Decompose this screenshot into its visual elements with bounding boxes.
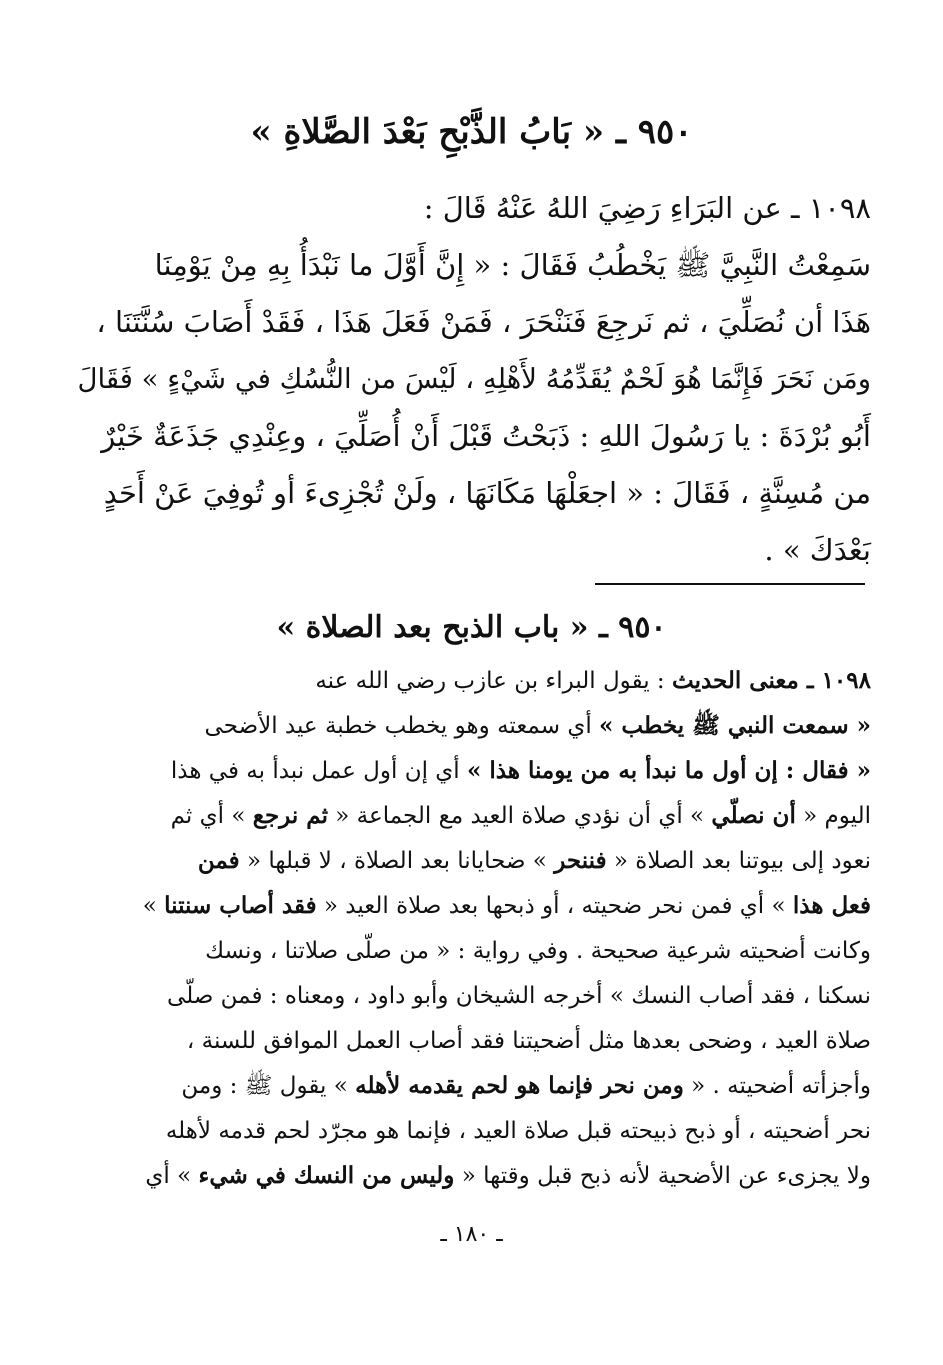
explanation-title: ٩٥٠ ـ « باب الذبح بعد الصلاة » [276, 610, 667, 645]
quoted-phrase: ومن نحر فإنما هو لحم يقدمه لأهله [355, 1072, 684, 1099]
quoted-phrase: فمن [197, 847, 240, 874]
hadith-line: من مُسِنَّةٍ ، فَقَالَ : « اجعَلْهَا مَكَانَهَا ، ولَنْ تُجْزِىءَ أو تُوفِيَ عَنْ أَحَدٍ [103, 476, 871, 510]
hadith-line: ١٠٩٨ ـ عن البَرَاءِ رَضِيَ اللهُ عَنْهُ قَالَ : [423, 191, 871, 225]
commentary-text: » أي ثم [170, 803, 253, 829]
commentary-text: » أي فمن نحر ضحيته ، أو ذبحها بعد صلاة العيد « [316, 893, 793, 919]
hadith-line: ومَن نَحَرَ فَإِنَّمَا هُوَ لَحْمٌ يُقَدِّمُهُ لأَهْلِهِ ، لَيْسَ من النُّسُكِ في شَيْءٍ » فَقَالَ [77, 363, 871, 395]
explanation-line [205, 709, 871, 743]
explanation-line [167, 979, 871, 1013]
commentary-text: ولا يجزىء عن الأضحية لأنه ذبح قبل وقتها « [454, 1163, 871, 1189]
explanation-line [181, 1069, 871, 1103]
explanation-line [171, 799, 871, 833]
commentary-text: نعود إلى بيوتنا بعد الصلاة « [606, 848, 871, 874]
commentary-text: نسكنا ، فقد أصاب النسك » أخرجه الشيخان وأبو داود ، ومعناه : فمن صلّى [167, 983, 871, 1009]
quoted-phrase: فقد أصاب سنتنا [164, 892, 317, 919]
quoted-phrase: أن نصلّي [711, 802, 796, 829]
page-number: ـ ١٨٠ ـ [440, 1222, 503, 1247]
explanation-line [187, 1024, 871, 1058]
commentary-text: وأجزأته أضحيته . « [683, 1073, 871, 1099]
commentary-text: أي سمعته وهو يخطب خطبة عيد الأضحى [204, 713, 600, 739]
commentary-text: » [142, 893, 165, 919]
quoted-phrase: فننحر [554, 847, 607, 874]
explanation-line [198, 844, 871, 878]
hadith-line: أَبُو بُرْدَةَ : يا رَسُولَ اللهِ : ذَبَحْتُ قَبْلَ أَنْ أُصَلِّيَ ، وعِنْدِي جَذَعَةٌ خَيْرٌ [101, 419, 871, 453]
chapter-title: ٩٥٠ ـ « بَابُ الذَّبْحِ بَعْدَ الصَّلاةِ » [250, 112, 693, 152]
commentary-text: اليوم « [795, 803, 871, 829]
commentary-text: » ضحايانا بعد الصلاة ، لا قبلها « [239, 848, 555, 874]
commentary-text: أي إن أول عمل نبدأ به في هذا [170, 758, 467, 784]
explanation-line [171, 754, 871, 788]
quoted-phrase: وليس من النسك في شيء [198, 1162, 455, 1189]
explanation-line [205, 934, 871, 968]
commentary-text: نحر أضحيته ، أو ذبح ذبيحته قبل صلاة العيد ، فإنما هو مجرّد لحم قدمه لأهله [165, 1118, 871, 1144]
explanation-line [143, 889, 871, 923]
explanation-line [145, 1159, 871, 1193]
quoted-phrase: « فقال : إن أول ما نبدأ به من يومنا هذا » [467, 757, 871, 784]
commentary-text: صلاة العيد ، وضحى بعدها مثل أضحيتنا فقد أصاب العمل الموافق للسنة ، [186, 1028, 871, 1054]
explanation-line [315, 664, 871, 698]
commentary-text: » أي [145, 1163, 199, 1189]
commentary-text: » أي أن نؤدي صلاة العيد مع الجماعة « [327, 803, 712, 829]
quoted-phrase: فعل هذا [792, 892, 871, 919]
hadith-line: هَذَا أن نُصَلِّيَ ، ثم نَرجِعَ فَنَنْحَرَ ، فَمَنْ فَعَلَ هَذَا ، فَقَدْ أَصَابَ سُنَّتَنَا ، [96, 305, 871, 339]
commentary-text: » يقول ﷺ : ومن [181, 1073, 356, 1099]
section-divider [595, 583, 865, 585]
quoted-phrase: « سمعت النبي ﷺ يخطب » [599, 712, 871, 739]
commentary-text: : يقول البراء بن عازب رضي الله عنه [315, 668, 672, 694]
quoted-phrase: ثم نرجع [252, 802, 328, 829]
commentary-text: وكانت أضحيته شرعية صحيحة . وفي رواية : « من صلّى صلاتنا ، ونسك [205, 938, 871, 964]
quoted-phrase: ١٠٩٨ ـ معنى الحديث [671, 667, 871, 694]
hadith-line: سَمِعْتُ النَّبِيَّ ﷺ يَخْطُبُ فَقَالَ : « إِنَّ أَوَّلَ ما نَبْدَأُ بِهِ مِنْ يَوْمِنَا [154, 248, 871, 282]
hadith-line: بَعْدَكَ » . [764, 533, 871, 567]
explanation-line [166, 1114, 871, 1148]
